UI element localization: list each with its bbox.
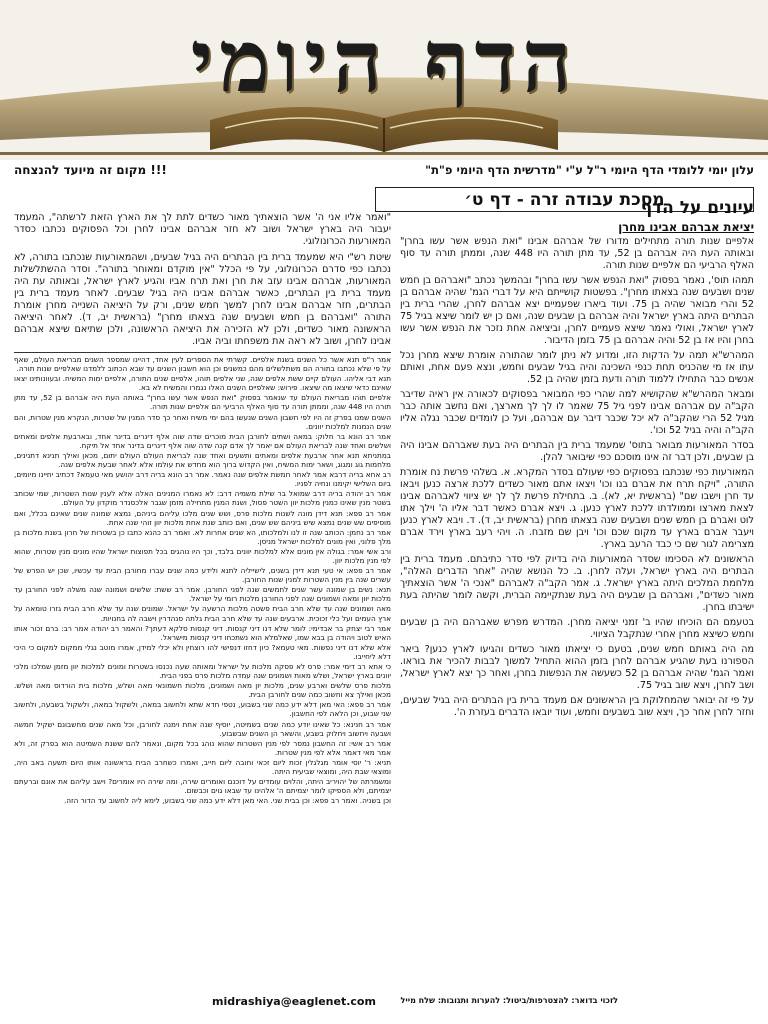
summary-paragraph: כי אתא רב דימי אמר: פרס לא פסקה מלכות על ישראל ומאותה שעה נכנסו בשטרות ומונים למלכות יוון מזמן שמלכו מלכי יוונים בארץ ישראל, ושלש מאות ושמונים שנה עמדה מלכות פרס בפני הבית.	[14, 662, 391, 681]
section-subheading: יציאת אברהם אבינו מחרן	[618, 220, 754, 234]
summary-paragraph: מלכות פרס שלשים וארבע שנים, מלכות יון מאה ושמונים, מלכות חשמונאי מאה ושלש, מלכות בית הורדוס מאה ושלש. מכאן ואילך צא וחשוב כמה שנים לחורבן הבית.	[14, 681, 391, 700]
summary-paragraph: השנים שמנו בפרק זה היו לפי חשבון השנים שנעשו בהם ימי משיח ואחר כך סדר המנין של שטרות, הנקרא מנין שטרות, והם שנים הנמנות למלכות יוונים.	[14, 412, 391, 431]
summary-paragraph: ומשמרתה של יהויריב היתה, והלוים עומדים על דוכנם ואומרים שירה, ומה שירה היו אומרים? וישב עליהם את אונם וברעתם יצמיתם, ולא הספיקו לומר יצמיתם ה' אלהינו עד שבאו גוים וכבשום.	[14, 777, 391, 796]
dedication-promo: !!! מקום זה מיועד להנצחה	[14, 163, 167, 177]
publisher-line: עלון יומי ללומדי הדף היומי ר"ל ע"י "מדרשית הדף היומי פ"ת"	[425, 163, 754, 177]
summary-paragraph: אמר רב פפא: אי טעי תנא דידן בשנים, לישייליה לתנא ולידע כמה שנים עברו מחורבן הבית עד עכשיו, שכן יש הפרש של עשרים שנה בין מנין השטרות למנין שנות החורבן.	[14, 566, 391, 585]
summary-paragraph: תנא: נשים בן שמונה עשר שנים לחמשים שנה לפני החורבן. אמר רב ששת: שלשים ושמונה שנה משלה לפני החורבן עד מלכות יוון ומאה ושמונים שנה לפני החורבן מלכות רומי על ישראל.	[14, 585, 391, 604]
right-column	[400, 198, 754, 988]
footer	[0, 993, 768, 1013]
article-paragraph: אלפיים שנות תורה מתחילים מדורו של אברהם אבינו "ואת הנפש אשר עשו בחרן" ובאותה העת היה אברהם בן 52, עד מתן תורה היו 448 שנה, וממתן תורה עד סוף האלף הרביעי הם אלפיים שנות תורה.	[400, 236, 754, 271]
summary-paragraph: במתניתא תנא אחר ארבעת אלפים ומאתים ותשעים ואחד שנה לבריאת העולם העולם יתום, מכאן ואילך תנינא דתנינים, מלחמות גוג ומגוג, ושאר ימות המשיח, ואין הקדוש ברוך הוא מחדש את עולמו אלא לאחר שבעת אלפים שנה.	[14, 450, 391, 470]
summary-paragraph: אמר ר"פ תנא אשר כל השנים בשנת אלפיים. קשרתי את הספרים לעין אחד, דהיינו שמספר השנים מבריאת העולם, שאף על פי שלא נכתבו בתורה הם משתלשלים מהם כמשנים וכן הוא חשבון השנים עד שבא הכתוב ללמדנו שאלפיים שנות תורה.	[14, 355, 391, 374]
article-paragraph: בסדר המאורעות מבואר בתוס' שמעמד ברית בין הבתרים היה בעת שאברהם אבינו היה בן שבעים, ולכן דבר זה אינו מוסכם כפי שיבואר להלן.	[400, 440, 754, 463]
intro-paragraph: שיטת רש"י היא שמעמד ברית בין הבתרים היה בגיל שבעים, ושהמאורעות שנכתבו בתורה, לא נכתבו כפי סדרם הכרונולוגי, על פי הכלל "אין מוקדם ומאוחר בתורה". וסדר ההשתלשלות המאורעות, אברהם אבינו עזב את חרן ואת תרח אביו והגיע לארץ ישראל, ובאותה עת היה מעמד ברית בין הבתרים, כאשר אברהם אבינו היה בגיל שבעים. לאחר מעמד ברית בין הבתרים, חזר אברהם אבינו לחרן למשך חמש שנים, ורק על היציאה השנייה מחרן אומרת התורה "ואברהם בן חמש ושבעים שנה בצאתו מחרן" (בראשית יב, ד). לאחר היציאה הראשונה מאור כשדים, ולכן לא הזכירה את היציאה הראשונה, ולכן שתיאם שיצא אברהם אבינו לחרן, ושוב לא ראה את משפחתו וביה אביו.	[14, 252, 391, 347]
summary-paragraph: תניא: ר' יוסי אומר מגלגלין זכות ליום זכאי וחובה ליום חייב, ואמרו כשחרב הבית בראשונה אותו היום תשעה באב היה, ומוצאי שבת היה, ומוצאי שביעית היתה.	[14, 757, 391, 777]
summary-paragraph: וכן בשניה. ואמר רב פפא: וכן בבית שני. האי מאן דלא ידע כמה שני בשבוע, לימא ליה לחשוב עד הדור הזה.	[63, 796, 391, 806]
footer-note: לזכוי בדואר: להצטרפות/ביטול: להערות ותגובות: שלח מייל	[400, 996, 618, 1005]
section-heading: עיונים על הדף	[640, 198, 754, 218]
summary-paragraph: אמר רב נחמן: הכותב שנה זו לנו ולמלכותו, הא שנים אחרות לא. ואמר רב כהנא כתבו כן בשטרות של חרון בשנת מלכות בן מלך פלוני, ואין מונים למלכות ישראל מניסן.	[14, 527, 391, 546]
article-paragraph: מה היה באותם חמש שנים, בטעם כי יציאתו מאור כשדים והגיעו לארץ כנען? ביאר הספורנו בעת שהגיע אברהם לחרן בזמן ההוא התחיל למשוך לבבות להכיר את בוראו. ואמר הגמ' שהיה אברהם בן 52 כשעשה את הנפשות בחרן, ואחר כך יצא לארץ ישראל, ושב לחרן, ויצא שוב בגיל 75.	[400, 644, 754, 691]
article-paragraph: בטעמם הם הוכיחו שהיו ב' זמני יציאה מחרן. המדרש מפרש שאברהם היה בן שבעים וחמש כשיצא מחרן אחרי שנתקבל הציווי.	[400, 617, 754, 640]
summary-paragraph: אמר רב פפא: האי מאן דלא ידע כמה שני בשבוע, נטפי חדא שתא ולחשוב במאה, ולשקול במאה, ולשקול בשבעה, ולחשוב שני שבוע, וכן הלאה לפי החשבון.	[14, 700, 391, 719]
intro-paragraph: "ואמר אליו אני ה' אשר הוצאתיך מאור כשדים לתת לך את הארץ הזאת לרשתה", המעמד יעבור היה בארץ ישראל ושוב לא חזר אברהם אבינו לחרן וכל הפסוקים נכתבו כסדר המאורעות הכרונולוגי.	[14, 212, 391, 247]
article-paragraph: תמהו תוס', נאמר בפסוק "ואת הנפש אשר עשו בחרן" ובהמשך נכתב "ואברהם בן חמש שנים ושבעים שנה בצאתו מחרן". בפשטות קושייתם היא על דברי הגמ' שהיה אברהם בן 52 והרי מבואר שהיה בן 75. ועוד ביארו שפעמיים יצא אברהם לחרן, שהרי ברית בין הבתרים היתה בארץ ישראל והיה אברהם בן שבעים שנה, ואם כן יש לומר שיצא בגיל 75 לארץ ישראל, ואולי נאמר שיצא פעמיים לחרן, וביציאה אחת נזכר את הנפש אשר עשו בחרן והיו אז בן 52 והיה אברהם בן 75 בזמן הדיבור.	[400, 275, 754, 346]
summary-paragraph: אמר רב הונא בר חלוק: במאה ושתים לחורבן הבית מוכרים שדה שוה אלף דינרים בדינר אחד, ובארבעת אלפים ומאתים ושלשים ואחד שנה לבריאת העולם אם יאמר לך אדם קנה שדה שוה אלף דינרים בדינר אחד אל תיקח.	[14, 431, 391, 450]
summary-paragraph: תנא דבי אליהו. העולם קיים ששת אלפים שנה, שני אלפים תוהו, אלפיים שנים התורה, אלפיים ימות המשיח. ובעוונותינו יצאו שאינם כדאי שיצאו מה שיצאו. פירוש: שאלפיים השנים האלו נגמרו והמשיח לא בא.	[14, 374, 391, 393]
summary-paragraph: רב אחא בריה דרבא אמר לאחר חמשת אלפים שנה נאמר. אמר רב הונא בריה דרב יהושע מאי טעמא? דכתיב יחיינו מיומים, ביום השלישי יקימנו ונחיה לפניו.	[14, 470, 391, 489]
masthead-title: הדף היומי	[190, 11, 578, 112]
article-paragraph: על פי זה יבואר שהמחלוקת בין הראשונים אם מעמד ברית בין הבתרים היה בגיל שבעים, וחזר לחרן אחר כך, ויצא שוב בשבעים וחמש, ועוד יובאו הדברים בעזרת ה'.	[400, 695, 754, 718]
left-column	[14, 212, 391, 987]
article-paragraph: ומבאר המהרש"א שהקושיא למה שהרי כפי המבואר בפסוקים לכאורה אין ראיה שדיבר הקב"ה עם אברהם אבינו לפני גיל 75 שאמר לו לך לך מארצך, ואם נחשב אותה כבר מגיל 52 הרי שהקב"ה לא יכל שכבר דיבר עם אברהם, ועל כן לומדים שכבר נגלה אליו הקב"ה והיה בגיל 52 וכו'.	[400, 389, 754, 436]
summary-paragraph: ורב אשי אמר: בגולה אין מונים אלא למלכות יוונים בלבד, וכך היו נוהגים בכל תפוצות ישראל שהיו מונים מנין שטרות, שהוא לפי מנין מלכות יוון.	[14, 546, 391, 565]
article-paragraph: הראשונים לא הסכימו שסדר המאורעות היה בדיוק לפי סדר כתיבתם. מעמד ברית בין הבתרים היה בארץ ישראל, ועלה לחרן. ב. כל הנושא שהיה "אחר הדברים האלה", מלחמת המלכים היתה בארץ ישראל. ג. אמר הקב"ה לאברהם "אנכי ה' אשר הוצאתיך מאור כשדים", ואברהם בן שבעים היה בעת שנתקיימה הברית, וקשה לומר שהיתה בעת ישיבתו בחרן.	[400, 554, 754, 613]
summary-paragraph: אלפיים תוהו מבריאת העולם עד שנאמר בפסוק "ואת הנפש אשר עשו בחרן" באותה העת היה אברהם בן 52, עד מתן תורה היו 448 שנה, וממתן תורה עד סוף האלף הרביעי הם אלפיים שנות תורה.	[14, 393, 391, 412]
masthead	[0, 0, 768, 160]
tractate-title: מסכת עבודה זרה - דף ט׳	[464, 189, 665, 210]
contact-email-link[interactable]: midrashiya@eaglenet.com	[212, 995, 376, 1008]
summary-paragraph: אמר רב יהודה בריה דרב שמואל בר שילת משמיה דרב: לא נאמרו המנינים האלה אלא לענין שנות השטרות, שמי שכותב בשטר מנין שאינו כמנין מלכות יוון השטר פסול, ושנת המנין מתחילה מזמן שגבר אלכסנדר מוקדון על העולם.	[14, 489, 391, 508]
summary-paragraph: אמר רבי יצחק בר אבדימי: לומר שלא דנו דיני קנסות. דיני קנסות סלקא דעתך? והאמר רב יהודה אמר רב: ברם זכור אותו האיש לטוב ויהודה בן בבא שמו, שאלמלא הוא נשתכחו דיני קנסות מישראל.	[14, 623, 391, 642]
summary-paragraph: אמר רב חנינא: כל שאינו יודע כמה שנים בשמיטה, יוסיף שנה אחת וימנה לחורבן, וכל מאה שנים מחשבונם ישקיל חמשה ושבעה ויחשוב ויחלוק בשבע, והשאר הן השנים שבשבוע.	[14, 719, 391, 738]
summary-paragraph: אמר רב פפא: תנא דידן מונה לשנות מלכות פרס, ושש שנים מלכו עליהם ביניהם, נמצא שמונה שנים שאינם בכלל, ואם מוסיפים שש שנים נמצא שיש ביניהם שש שנים, ואם כותב שנת אחת מלכות יוון זוהי שנה אחת.	[14, 508, 391, 527]
article-paragraph: המאורעות כפי שנכתבו בפסוקים כפי שעולם בסדר המקרא. א. בשלהי פרשת נח אומרת התורה, "ויקח תרח את אברם בנו וכו' ויצאו אתם מאור כשדים ללכת ארצה כנען ויבאו עד חרן וישבו שם" (בראשית יא, לא). ב. בתחילת פרשת לך לך יש ציווי לאברהם אבינו לצאת מארצו וממולדתו ללכת לארץ כנען. ג. ויצא אברם כאשר דבר אליו ה' וילך אתו לוט ואברם בן חמש שנים ושבעים שנה בצאתו מחרן (בראשית יב, ד). ד. ויבא לארץ כנען ויעבר אברם בארץ עד מקום שכם וכו' ויבן שם מזבח. ה. ויהי רעב בארץ וירד אברם מצרימה לגור שם כי כבד הרעב בארץ.	[400, 467, 754, 550]
divider	[14, 352, 391, 353]
summary-paragraph: אמר רב אשי: זה החשבון נמסר לפי מנין השטרות שהוא נוהג בכל מקום, ונאמר להם ששנת השמיטה הוא בפרק זה, ולא אמר מאי דאמר אלא לפי מנין שטרות.	[14, 738, 391, 757]
article-paragraph: המהרש"א תמה על הדקות הזו, ומדוע לא ניתן לומר שהתורה אומרת שיצא מחרן נכל עתו אז מי שהכניס תחת כנפי השכינה והיה בגיל שבעים וחמש, ונצא פעם אחת, ואותם אנשים כבר התחילו ללמוד תורה ודעת בזמן שהיה בן 52.	[400, 350, 754, 385]
summary-paragraph: אלא שלא דנו דיני נפשות. מאי טעמא? כיון דחזו דנפישי להו רוצחין ולא יכלי למידן, אמרו מוטב נגלי ממקום למקום כי היכי דלא ליחייבו.	[14, 642, 391, 661]
summary-paragraph: מאה ושמונים שנה עד שלא חרב הבית פשטה מלכות הרשעה על ישראל. שמונים שנה עד שלא חרב הבית גזרו טומאה על ארץ העמים ועל כלי זכוכית. ארבעים שנה עד שלא חרב הבית גלתה סנהדרין וישבה לה בחנויות.	[14, 604, 391, 623]
daf-summary	[14, 355, 391, 805]
